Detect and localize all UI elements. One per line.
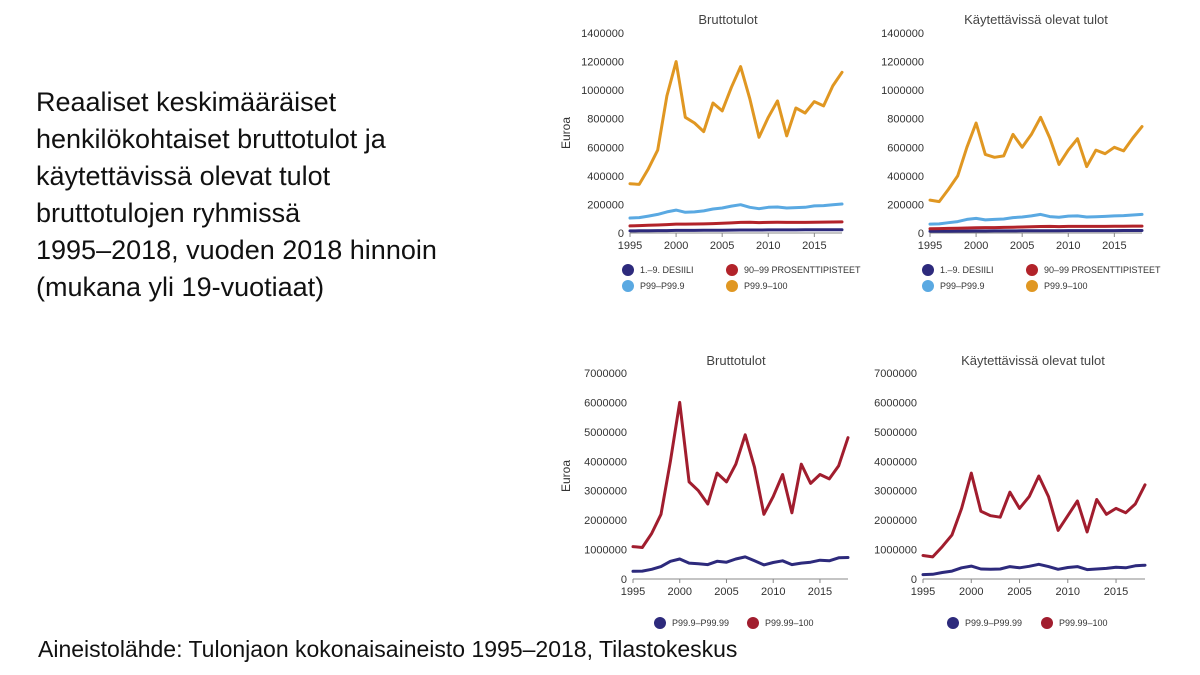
y-tick-label: 2000000 xyxy=(874,515,917,528)
y-tick-label: 4000000 xyxy=(874,456,917,469)
y-tick-label: 0 xyxy=(620,574,627,586)
legend-marker xyxy=(1026,264,1038,276)
y-tick-label: 1400000 xyxy=(881,28,924,40)
legend-marker xyxy=(747,617,759,629)
y-tick-label: 800000 xyxy=(887,113,924,126)
y-tick-label: 800000 xyxy=(587,113,624,126)
x-tick-label: 2000 xyxy=(667,586,692,598)
series-line-1 xyxy=(930,226,1142,229)
y-tick-label: 400000 xyxy=(587,170,624,183)
x-tick-label: 2005 xyxy=(709,240,735,252)
x-tick-label: 2015 xyxy=(802,240,827,252)
y-tick-label: 6000000 xyxy=(874,397,917,410)
y-tick-label: 5000000 xyxy=(874,426,917,439)
legend-label: 90–99 PROSENTTIPISTEET xyxy=(744,265,861,275)
main-title: Reaaliset keskimääräiset henkilökohtaiset bruttotulot ja käytettävissä olevat tulot bruttotulojen ryhmissä 1995–2018, vuoden 2018 hinnoin (mukana yli 19-vuotiaat) xyxy=(36,87,437,302)
legend-marker xyxy=(622,280,634,292)
legend-label: 1.–9. DESIILI xyxy=(640,265,694,275)
legend-label: P99.9–P99.99 xyxy=(672,618,730,628)
x-tick-label: 1995 xyxy=(620,586,646,598)
series-line-2 xyxy=(630,204,842,218)
y-tick-label: 0 xyxy=(917,228,924,240)
chart-brutto-bottom xyxy=(548,348,858,638)
legend-label: P99.99–100 xyxy=(1059,618,1108,628)
chart-title: Bruttotulot xyxy=(706,353,766,368)
legend-label: 1.–9. DESIILI xyxy=(940,265,994,275)
x-tick-label: 2000 xyxy=(959,586,984,598)
x-tick-label: 1995 xyxy=(910,586,936,598)
legend-marker xyxy=(654,617,666,629)
x-tick-label: 2000 xyxy=(663,240,689,252)
x-tick-label: 2015 xyxy=(1102,240,1127,252)
y-tick-label: 1400000 xyxy=(581,28,624,40)
y-tick-label: 1200000 xyxy=(881,56,924,69)
y-tick-label: 1000000 xyxy=(881,85,924,98)
y-tick-label: 1000000 xyxy=(581,85,624,98)
legend-marker xyxy=(726,264,738,276)
y-tick-label: 600000 xyxy=(887,142,924,155)
legend-marker xyxy=(1026,280,1038,292)
chart-title: Bruttotulot xyxy=(698,12,758,27)
legend-label: 90–99 PROSENTTIPISTEET xyxy=(1044,265,1161,275)
y-axis-label: Euroa xyxy=(559,116,573,150)
x-tick-label: 1995 xyxy=(917,240,943,252)
legend-label: P99.9–100 xyxy=(1044,281,1088,291)
legend-marker xyxy=(922,280,934,292)
y-tick-label: 200000 xyxy=(587,199,624,212)
x-tick-label: 2010 xyxy=(756,240,781,252)
y-tick-label: 6000000 xyxy=(584,397,627,410)
legend-label: P99.9–P99.99 xyxy=(965,618,1023,628)
x-tick-label: 2010 xyxy=(1055,586,1081,598)
chart-kaytettavissa-bottom xyxy=(855,348,1165,638)
series-line-3 xyxy=(930,117,1142,201)
legend-marker xyxy=(1041,617,1053,629)
x-tick-label: 2010 xyxy=(760,586,786,598)
y-tick-label: 1000000 xyxy=(874,544,917,557)
y-tick-label: 7000000 xyxy=(874,368,917,380)
chart-kaytettavissa-top xyxy=(860,8,1160,308)
y-tick-label: 200000 xyxy=(887,199,924,212)
y-tick-label: 1000000 xyxy=(584,544,627,557)
y-tick-label: 2000000 xyxy=(584,515,627,528)
legend-label: P99.99–100 xyxy=(765,618,814,628)
x-tick-label: 2010 xyxy=(1056,240,1081,252)
legend-label: P99.9–100 xyxy=(744,281,788,291)
y-tick-label: 5000000 xyxy=(584,426,627,439)
y-tick-label: 0 xyxy=(617,228,624,240)
x-tick-label: 2005 xyxy=(1009,240,1035,252)
y-tick-label: 1200000 xyxy=(581,56,624,69)
x-tick-label: 2000 xyxy=(963,240,989,252)
y-tick-label: 4000000 xyxy=(584,456,627,469)
source-note: Aineistolähde: Tulonjaon kokonaisaineisto 1995–2018, Tilastokeskus xyxy=(38,636,738,662)
y-tick-label: 400000 xyxy=(887,170,924,183)
y-axis-label: Euroa xyxy=(559,459,573,493)
series-line-0 xyxy=(630,230,842,231)
y-tick-label: 3000000 xyxy=(874,485,917,498)
y-tick-label: 3000000 xyxy=(584,485,627,498)
chart-title: Käytettävissä olevat tulot xyxy=(964,12,1108,27)
x-tick-label: 2015 xyxy=(1103,586,1129,598)
legend-marker xyxy=(922,264,934,276)
series-line-3 xyxy=(630,62,842,185)
series-line-1 xyxy=(923,473,1145,557)
chart-title: Käytettävissä olevat tulot xyxy=(961,353,1105,368)
series-line-1 xyxy=(633,402,848,547)
series-line-1 xyxy=(630,222,842,226)
x-tick-label: 1995 xyxy=(617,240,643,252)
legend-marker xyxy=(726,280,738,292)
legend-marker xyxy=(947,617,959,629)
legend-label: P99–P99.9 xyxy=(940,281,985,291)
series-line-0 xyxy=(633,557,848,571)
y-tick-label: 600000 xyxy=(587,142,624,155)
series-line-0 xyxy=(930,231,1142,232)
x-tick-label: 2005 xyxy=(714,586,739,598)
legend-label: P99–P99.9 xyxy=(640,281,685,291)
x-tick-label: 2005 xyxy=(1007,586,1032,598)
series-line-2 xyxy=(930,214,1142,224)
y-tick-label: 0 xyxy=(910,574,917,586)
chart-brutto-top xyxy=(560,8,860,308)
series-line-0 xyxy=(923,564,1145,574)
y-tick-label: 7000000 xyxy=(584,368,627,380)
legend-marker xyxy=(622,264,634,276)
x-tick-label: 2015 xyxy=(807,586,833,598)
